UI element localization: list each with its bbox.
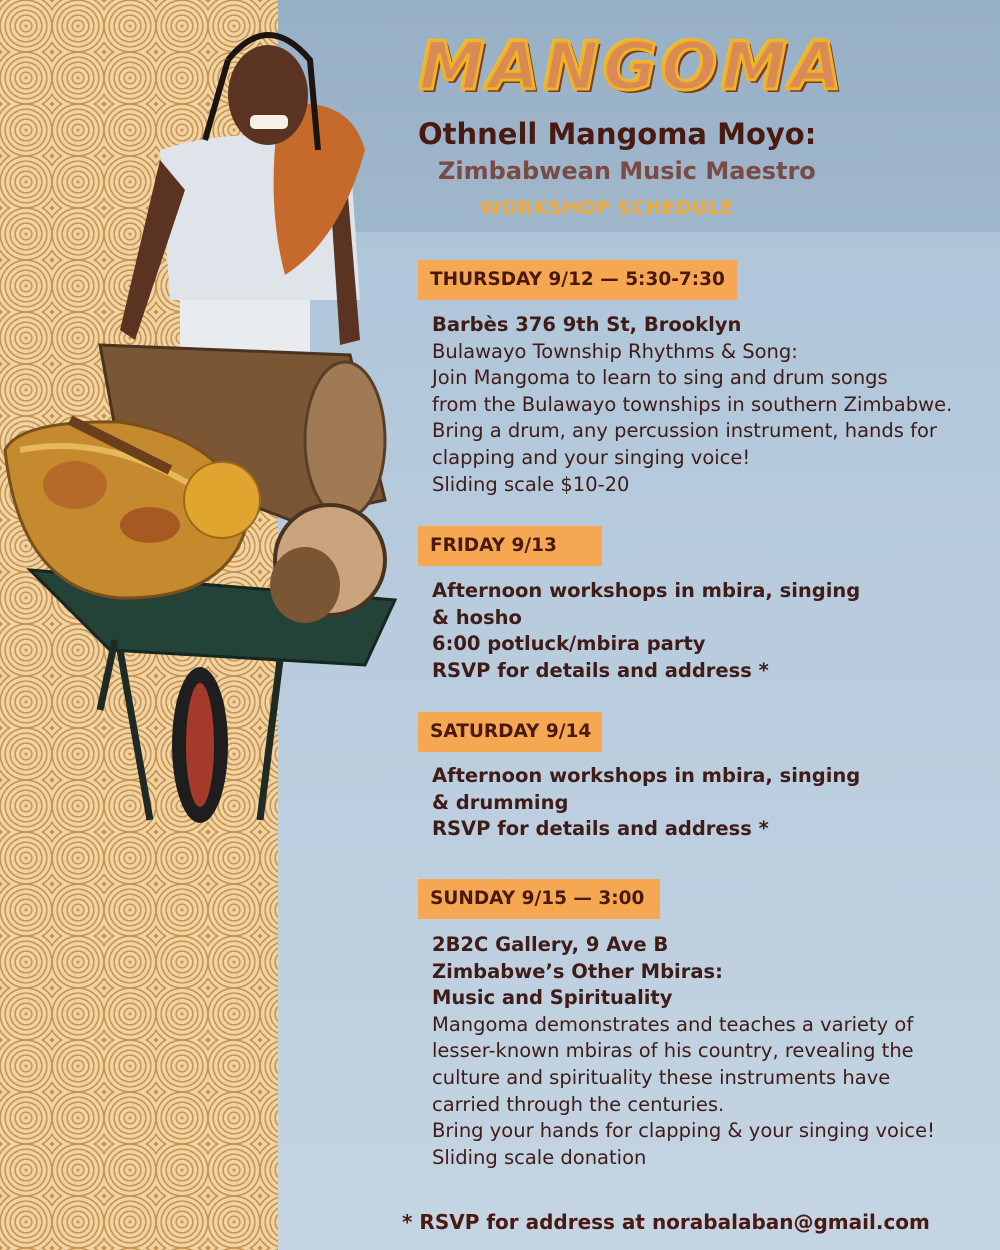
rsvp-footer: * RSVP for address at norabalaban@gmail.com (402, 1210, 930, 1234)
sunday-venue: 2B2C Gallery, 9 Ave B (432, 933, 669, 956)
sunday-subtitle: Music and Spirituality (432, 986, 673, 1010)
saturday-line: RSVP for details and address * (432, 817, 769, 841)
day-tag-sunday: SUNDAY 9/15 — 3:00 (418, 879, 660, 919)
day-tag-saturday: SATURDAY 9/14 (418, 712, 602, 752)
thursday-line: from the Bulawayo townships in southern Zimbabwe. (432, 392, 953, 416)
thursday-line: clapping and your singing voice! (432, 445, 751, 469)
thursday-line: Join Mangoma to learn to sing and drum songs (432, 366, 888, 390)
sunday-line: Mangoma demonstrates and teaches a variety of (432, 1012, 914, 1036)
day-body-saturday (432, 763, 860, 843)
day-body-sunday (432, 932, 935, 1171)
saturday-line: Afternoon workshops in mbira, singing (432, 764, 861, 787)
thursday-line: Sliding scale $10-20 (432, 472, 630, 496)
sunday-line: culture and spirituality these instruments have (432, 1065, 891, 1089)
friday-line: & hosho (432, 605, 522, 629)
day-body-thursday (432, 312, 952, 498)
schedule-title: WORKSHOP SCHEDULE (480, 197, 735, 219)
friday-line: Afternoon workshops in mbira, singing (432, 579, 861, 602)
sunday-line: Bring your hands for clapping & your singing voice! (432, 1119, 935, 1143)
performer-photo (0, 0, 420, 860)
friday-line: RSVP for details and address * (432, 658, 769, 682)
sunday-line: Sliding scale donation (432, 1145, 647, 1169)
thursday-venue: Barbès 376 9th St, Brooklyn (432, 313, 742, 336)
thursday-line: Bulawayo Township Rhythms & Song: (432, 339, 798, 363)
day-tag-thursday: THURSDAY 9/12 — 5:30-7:30 (418, 260, 737, 300)
mangoma-logo: MANGOMA (418, 28, 847, 105)
day-body-friday (432, 578, 860, 684)
thursday-line: Bring a drum, any percussion instrument, hands for (432, 419, 937, 443)
friday-line: 6:00 potluck/mbira party (432, 632, 706, 656)
performer-name: Othnell Mangoma Moyo: (418, 117, 817, 151)
day-tag-friday: FRIDAY 9/13 (418, 526, 602, 566)
performer-role: Zimbabwean Music Maestro (438, 157, 816, 185)
sunday-line: lesser-known mbiras of his country, revealing the (432, 1039, 914, 1063)
sunday-title: Zimbabwe’s Other Mbiras: (432, 959, 723, 983)
sunday-line: carried through the centuries. (432, 1092, 725, 1116)
saturday-line: & drumming (432, 790, 569, 814)
